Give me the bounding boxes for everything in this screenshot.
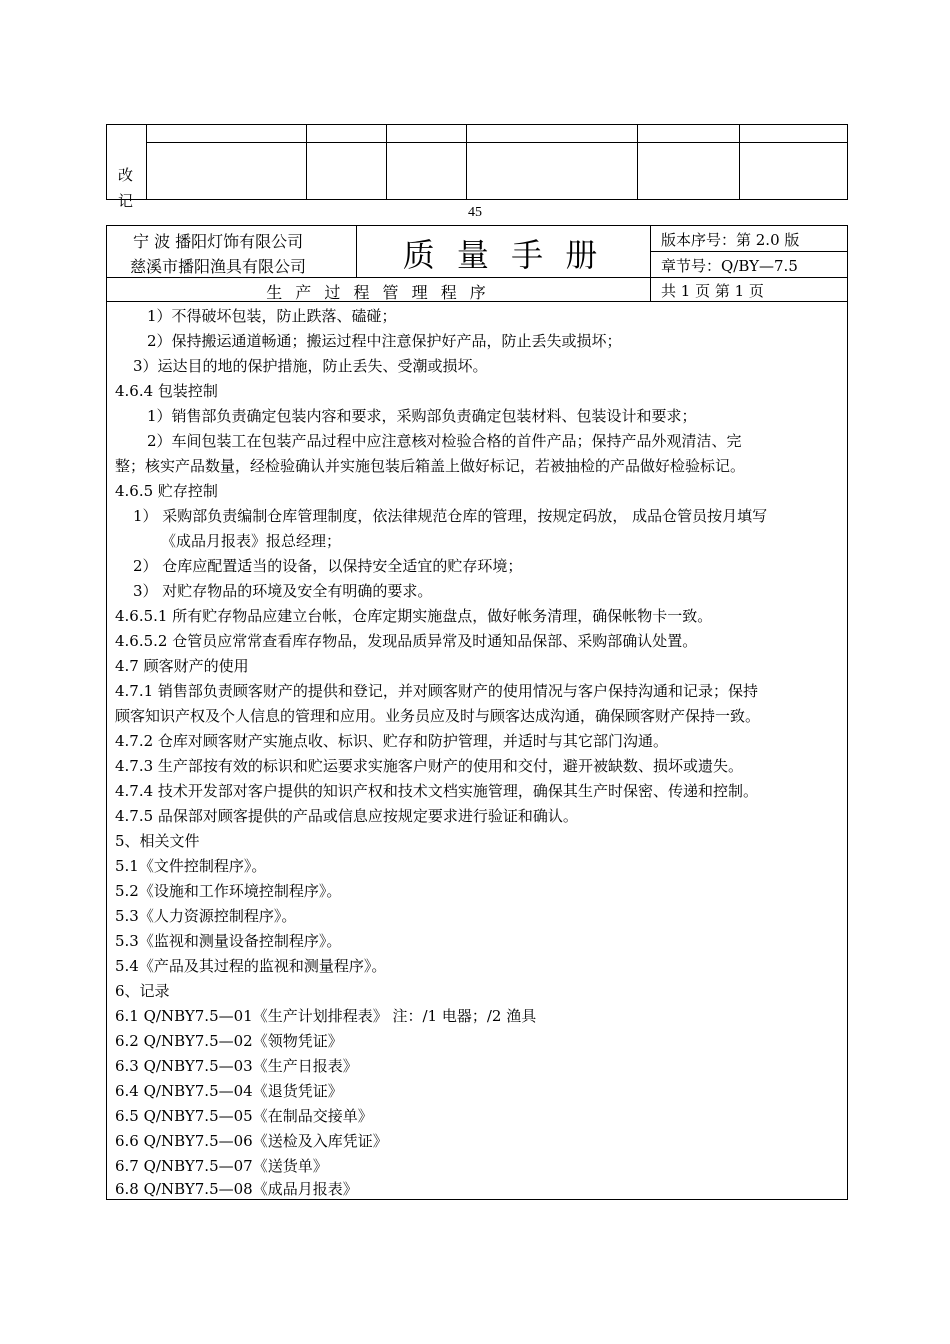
chapter-number: 章节号：Q/BY—7.5 [661,257,798,275]
section-heading: 4.7 顾客财产的使用 [115,657,249,675]
revision-label-char-2: 记 [118,192,134,210]
content-line: 1）销售部负责确定包装内容和要求，采购部负责确定包装材料、包装设计和要求； [147,407,697,425]
content-line: 4.7.3 生产部按有效的标识和贮运要求实施客户财产的使用和交付，避开被缺数、损坏或遗失。 [115,757,743,775]
related-document: 5.2《设施和工作环境控制程序》。 [115,882,342,900]
page-number: 45 [468,205,482,220]
related-document: 5.3《监视和测量设备控制程序》。 [115,932,342,950]
content-line: 2） 仓库应配置适当的设备，以保持安全适宜的贮存环境； [133,557,523,575]
record-item: 6.3 Q/NBY7.5—03《生产日报表》 [115,1057,358,1075]
record-item: 6.2 Q/NBY7.5—02《领物凭证》 [115,1032,343,1050]
content-line: 4.7.4 技术开发部对客户提供的知识产权和技术文档实施管理，确保其生产时保密、传递和控制。 [115,782,758,800]
revision-label-char-1: 改 [118,166,134,184]
revision-table [106,124,848,200]
content-line: 3） 对贮存物品的环境及安全有明确的要求。 [133,582,433,600]
record-item: 6.7 Q/NBY7.5—07《送货单》 [115,1157,328,1175]
procedure-title: 生 产 过 程 管 理 程 序 [266,283,490,302]
related-document: 5.3《人力资源控制程序》。 [115,907,297,925]
content-line: 1） 采购部负责编制仓库管理制度，依法律规范仓库的管理，按规定码放， 成品仓管员按月填写 [133,507,768,525]
manual-title: 质 量 手 册 [402,236,604,274]
record-item: 6.1 Q/NBY7.5—01《生产计划排程表》 注：/1 电器；/2 渔具 [115,1007,537,1025]
section-heading: 4.6.5 贮存控制 [115,482,218,500]
version-number: 版本序号：第 2.0 版 [661,231,800,249]
section-heading: 5、相关文件 [115,832,200,850]
content-line: 整；核实产品数量，经检验确认并实施包装后箱盖上做好标记，若被抽检的产品做好检验标记。 [115,457,746,475]
content-line: 2）车间包装工在包装产品过程中应注意核对检验合格的首件产品；保持产品外观清洁、完 [147,432,742,450]
section-heading: 4.6.4 包装控制 [115,382,218,400]
record-item: 6.6 Q/NBY7.5—06《送检及入库凭证》 [115,1132,388,1150]
page-count: 共 1 页 第 1 页 [661,282,764,300]
content-line: 4.7.5 品保部对顾客提供的产品或信息应按规定要求进行验证和确认。 [115,807,578,825]
content-line: 4.7.2 仓库对顾客财产实施点收、标识、贮存和防护管理，并适时与其它部门沟通。 [115,732,668,750]
section-heading: 6、记录 [115,982,170,1000]
related-document: 5.4《产品及其过程的监视和测量程序》。 [115,957,387,975]
content-line: 1）不得破坏包装，防止跌落、磕碰； [147,307,397,325]
content-line: 《成品月报表》报总经理； [161,532,342,550]
content-line: 4.6.5.2 仓管员应常常查看库存物品，发现品质异常及时通知品保部、采购部确认处置。 [115,632,698,650]
content-line: 顾客知识产权及个人信息的管理和应用。业务员应及时与顾客达成沟通，确保顾客财产保持一致。 [115,707,761,725]
content-line: 3）运达目的地的保护措施，防止丢失、受潮或损坏。 [133,357,488,375]
content-line: 4.7.1 销售部负责顾客财产的提供和登记，并对顾客财产的使用情况与客户保持沟通和记录；保持 [115,682,758,700]
record-item: 6.5 Q/NBY7.5—05《在制品交接单》 [115,1107,373,1125]
record-item: 6.8 Q/NBY7.5—08《成品月报表》 [115,1180,358,1198]
content-line: 2）保持搬运通道畅通；搬运过程中注意保护好产品，防止丢失或损坏； [147,332,622,350]
company-name-cixi: 慈溪市播阳渔具有限公司 [130,257,307,276]
company-name-ningbo: 宁 波 播阳灯饰有限公司 [133,232,304,251]
related-document: 5.1《文件控制程序》。 [115,857,267,875]
record-item: 6.4 Q/NBY7.5—04《退货凭证》 [115,1082,343,1100]
content-line: 4.6.5.1 所有贮存物品应建立台帐，仓库定期实施盘点，做好帐务清理，确保帐物卡一致。 [115,607,713,625]
